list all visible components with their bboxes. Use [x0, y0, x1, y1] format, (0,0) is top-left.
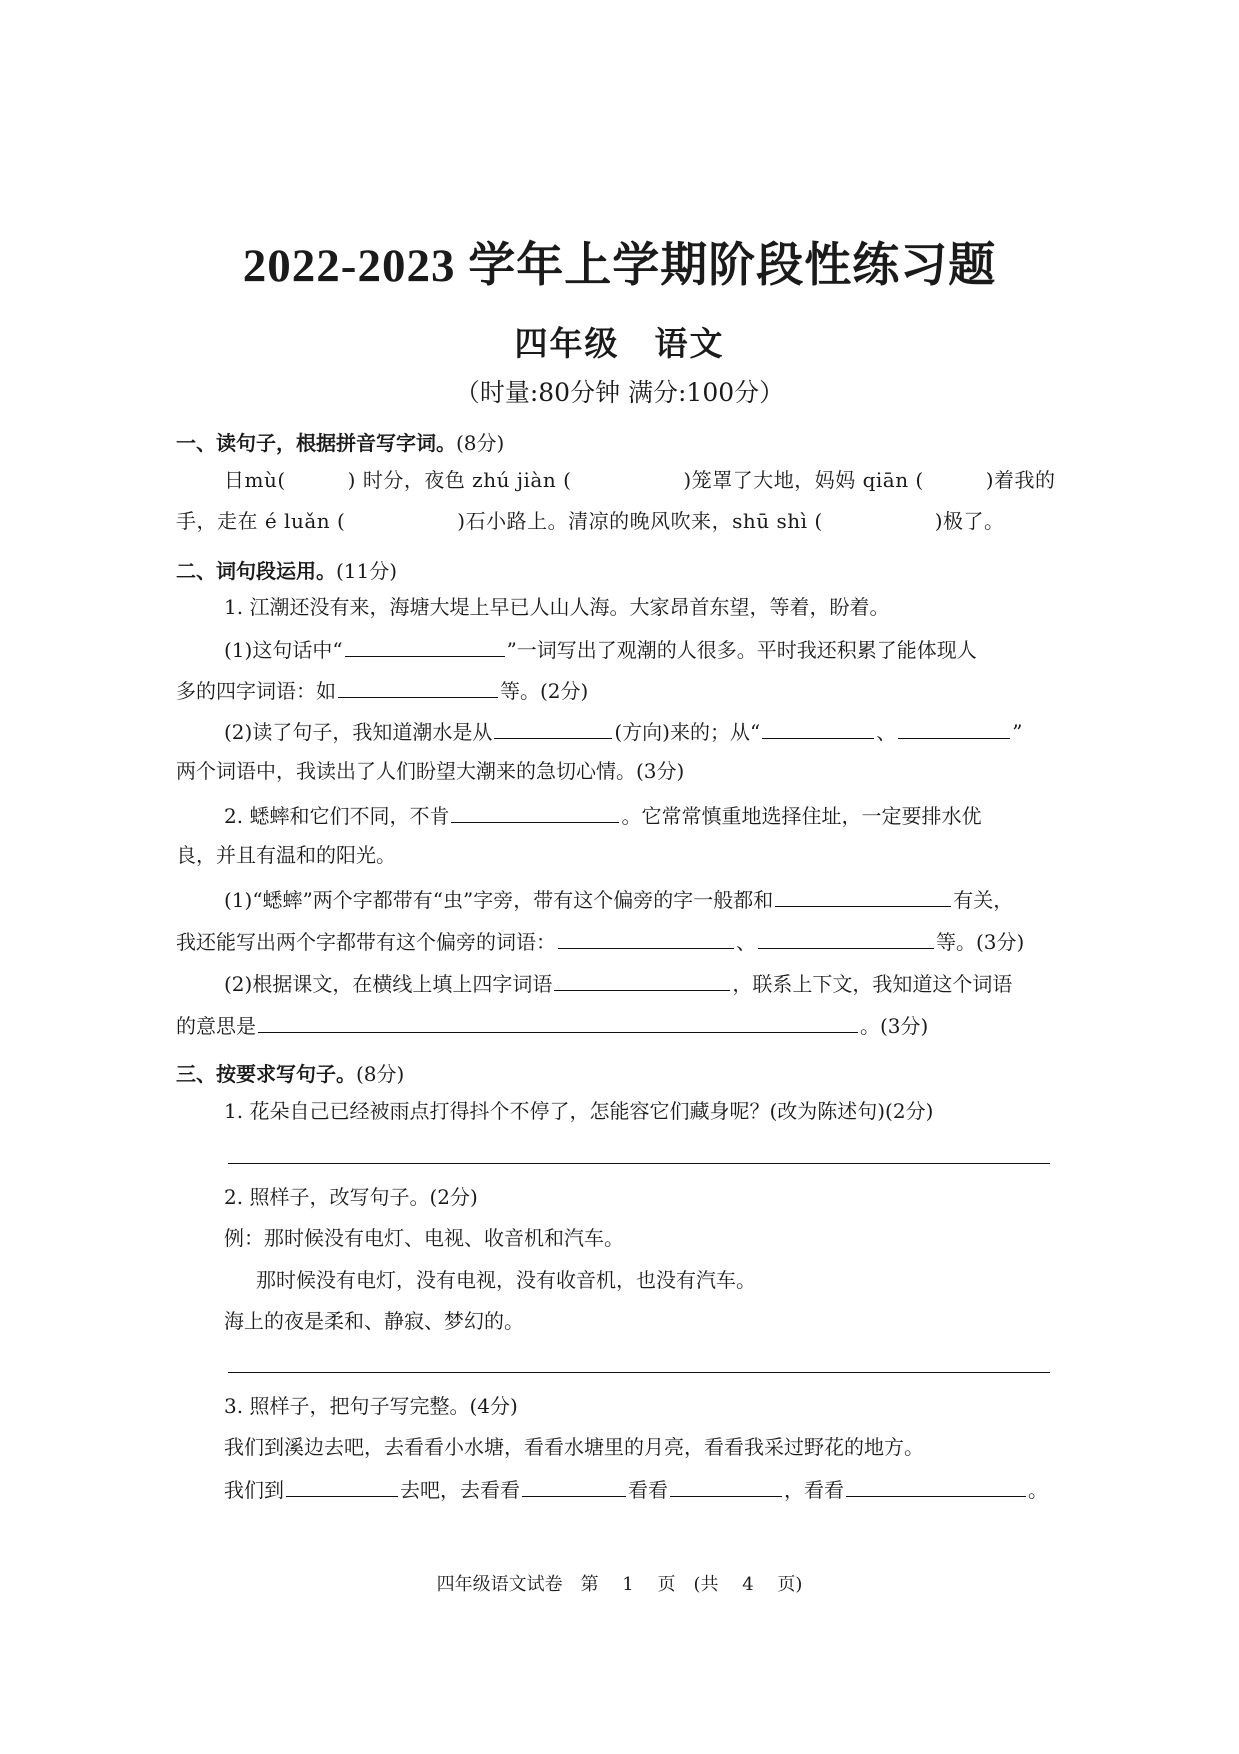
text: 等。(2分)	[500, 679, 589, 703]
text: 。它常常慎重地选择住址，一定要排水优	[621, 804, 982, 828]
text: 、	[876, 720, 897, 744]
time-info: （时量:80分钟 满分:100分）	[454, 378, 785, 407]
question-2-1-2	[224, 716, 1022, 746]
text: 我们到	[224, 1478, 284, 1502]
answer-line[interactable]	[228, 1163, 1050, 1164]
question-2-2-1	[224, 884, 1013, 914]
page-title: 2022-2023 学年上学期阶段性练习题	[242, 240, 997, 292]
answer-line[interactable]	[558, 926, 734, 949]
text: )极了。	[934, 509, 1005, 533]
section-3-title: 三、按要求写句子。	[176, 1062, 356, 1086]
question-2-2-2	[224, 968, 1012, 998]
page-footer: 四年级语文试卷 第 1 页 (共 4 页)	[436, 1574, 803, 1595]
answer-line[interactable]	[451, 800, 619, 823]
text: ) 时分，夜色 zhú jiàn (	[347, 468, 572, 492]
text: ”	[1012, 720, 1023, 744]
answer-line[interactable]	[345, 634, 505, 657]
text: (2)读了句子，我知道潮水是从	[224, 720, 493, 744]
answer-line[interactable]	[898, 716, 1010, 739]
text: 多的四字词语：如	[176, 679, 336, 703]
text: ”一词写出了观潮的人很多。平时我还积累了能体现人	[506, 638, 977, 662]
text: 2. 蟋蟀和它们不同，不肯	[224, 804, 450, 828]
section-3-points: (8分)	[356, 1062, 405, 1086]
question-2-2-2-cont	[176, 1010, 928, 1040]
answer-line[interactable]	[258, 1010, 858, 1033]
task-sentence: 海上的夜是柔和、静寂、梦幻的。	[224, 1309, 524, 1333]
text: 。	[1028, 1478, 1048, 1502]
answer-line[interactable]	[286, 1474, 398, 1497]
text: (1)“蟋蟀”两个字都带有“虫”字旁，带有这个偏旁的字一般都和	[224, 888, 774, 912]
answer-line[interactable]	[522, 1474, 626, 1497]
text: ，看看	[784, 1478, 844, 1502]
section-2-points: (11分)	[336, 559, 398, 583]
question-2-1: 1. 江潮还没有来，海塘大堤上早已人山人海。大家昂首东望，等着，盼着。	[224, 595, 890, 619]
section-2-title: 二、词句段运用。	[176, 559, 336, 583]
question-2-1-1	[224, 634, 977, 664]
question-3-1: 1. 花朵自己已经被雨点打得抖个不停了，怎能容它们藏身呢？(改为陈述句)(2分)	[224, 1099, 934, 1123]
text: 有关，	[953, 888, 1014, 912]
text: (方向)来的；从“	[614, 720, 761, 744]
text: 的意思是	[176, 1014, 256, 1038]
text: 。(3分)	[860, 1014, 929, 1038]
section-1-line-1	[224, 466, 1056, 494]
section-1-title: 一、读句子，根据拼音写字词。	[176, 431, 456, 455]
question-2-2-cont: 良，并且有温和的阳光。	[176, 843, 396, 867]
question-2-2-1-cont	[176, 926, 1024, 956]
section-1-heading	[176, 427, 504, 456]
answer-line[interactable]	[775, 884, 951, 907]
subtitle: 四年级 语文	[514, 324, 725, 363]
answer-line[interactable]	[670, 1474, 782, 1497]
answer-line[interactable]	[228, 1372, 1050, 1373]
text: )着我的	[985, 468, 1056, 492]
answer-line[interactable]	[846, 1474, 1026, 1497]
example-sentence-1: 例：那时候没有电灯、电视、收音机和汽车。	[224, 1226, 624, 1250]
text: )笼罩了大地，妈妈 qiān (	[683, 468, 924, 492]
question-3-2: 2. 照样子，改写句子。(2分)	[224, 1185, 478, 1209]
text: 、	[736, 930, 756, 954]
text: 看看	[628, 1478, 668, 1502]
answer-line[interactable]	[758, 926, 934, 949]
section-2-heading	[176, 555, 397, 584]
text: (1)这句话中“	[224, 638, 343, 662]
text: 手，走在 é luǎn (	[176, 509, 346, 533]
text: )石小路上。清凉的晚风吹来，shū shì (	[457, 509, 823, 533]
section-1-points: (8分)	[456, 431, 505, 455]
text: 等。(3分)	[936, 930, 1025, 954]
section-3-heading	[176, 1058, 404, 1087]
question-3-3: 3. 照样子，把句子写完整。(4分)	[224, 1394, 518, 1418]
question-3-3-fill	[224, 1474, 1048, 1504]
question-2-1-2-cont: 两个词语中，我读出了人们盼望大潮来的急切心情。(3分)	[176, 759, 685, 783]
answer-line[interactable]	[494, 716, 612, 739]
question-2-1-1-cont	[176, 675, 588, 705]
question-2-2	[224, 800, 981, 830]
answer-line[interactable]	[554, 968, 730, 991]
section-1-line-2	[176, 507, 1005, 535]
example-sentence-2: 那时候没有电灯，没有电视，没有收音机，也没有汽车。	[256, 1268, 756, 1292]
text: (2)根据课文，在横线上填上四字词语	[224, 972, 553, 996]
text: ，联系上下文，我知道这个词语	[732, 972, 1013, 996]
text: 我还能写出两个字都带有这个偏旁的词语：	[176, 930, 556, 954]
example-sentence-3: 我们到溪边去吧，去看看小水塘，看看水塘里的月亮，看看我采过野花的地方。	[224, 1435, 924, 1459]
answer-line[interactable]	[338, 675, 498, 698]
answer-line[interactable]	[762, 716, 874, 739]
text: 日mù(	[224, 468, 286, 492]
text: 去吧，去看看	[400, 1478, 520, 1502]
